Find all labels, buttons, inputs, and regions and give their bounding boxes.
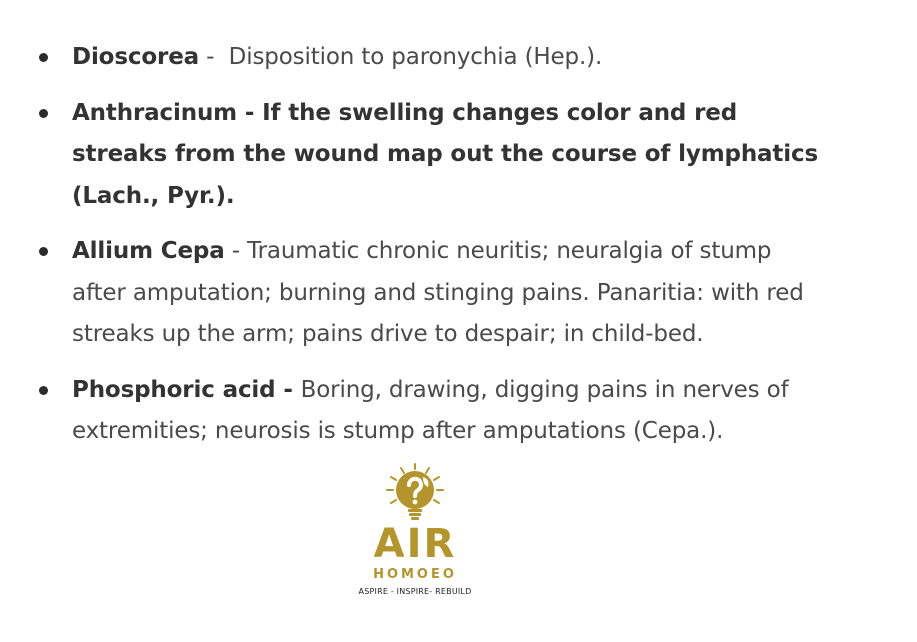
remedy-description: Disposition to paronychia (Hep.).	[228, 44, 603, 70]
remedy-name: Anthracinum	[72, 99, 237, 126]
bullet-icon	[39, 109, 48, 118]
lightbulb-question-icon	[370, 463, 460, 525]
list-item	[72, 370, 832, 453]
remedy-name: Dioscorea	[72, 44, 200, 70]
remedy-name: Allium Cepa	[72, 238, 225, 264]
remedy-list	[72, 37, 832, 467]
remedy-description: If the swelling changes color and red streaks from the wound map out the course of lymphatics (Lach., Pyr.).	[72, 99, 819, 209]
logo-tagline: ASPIRE - INSPIRE- REBUILD	[358, 587, 472, 596]
remedy-separator: -	[237, 99, 263, 126]
remedy-description: Boring, drawing, digging pains in nerves of extremities; neurosis is stump after amputations (Cepa.).	[72, 376, 789, 444]
logo-subtitle: HOMOEO	[373, 567, 457, 582]
list-item	[72, 93, 832, 218]
remedy-separator: -	[224, 238, 248, 264]
remedy-description: Traumatic chronic neuritis; neuralgia of stump after amputation; burning and stinging pains. Panaritia: with red streaks up the arm; pains drive to despair; in child-bed.	[72, 238, 804, 347]
list-item	[72, 231, 832, 356]
logo-wordmark: AIR	[373, 521, 457, 567]
air-homoeo-logo	[330, 463, 500, 608]
bullet-icon	[39, 247, 48, 256]
remedy-name: Phosphoric acid	[72, 376, 276, 403]
remedy-separator: -	[275, 376, 301, 403]
bullet-icon	[39, 386, 48, 395]
list-item	[72, 37, 832, 79]
remedy-separator: -	[199, 44, 229, 70]
bullet-icon	[39, 53, 48, 62]
